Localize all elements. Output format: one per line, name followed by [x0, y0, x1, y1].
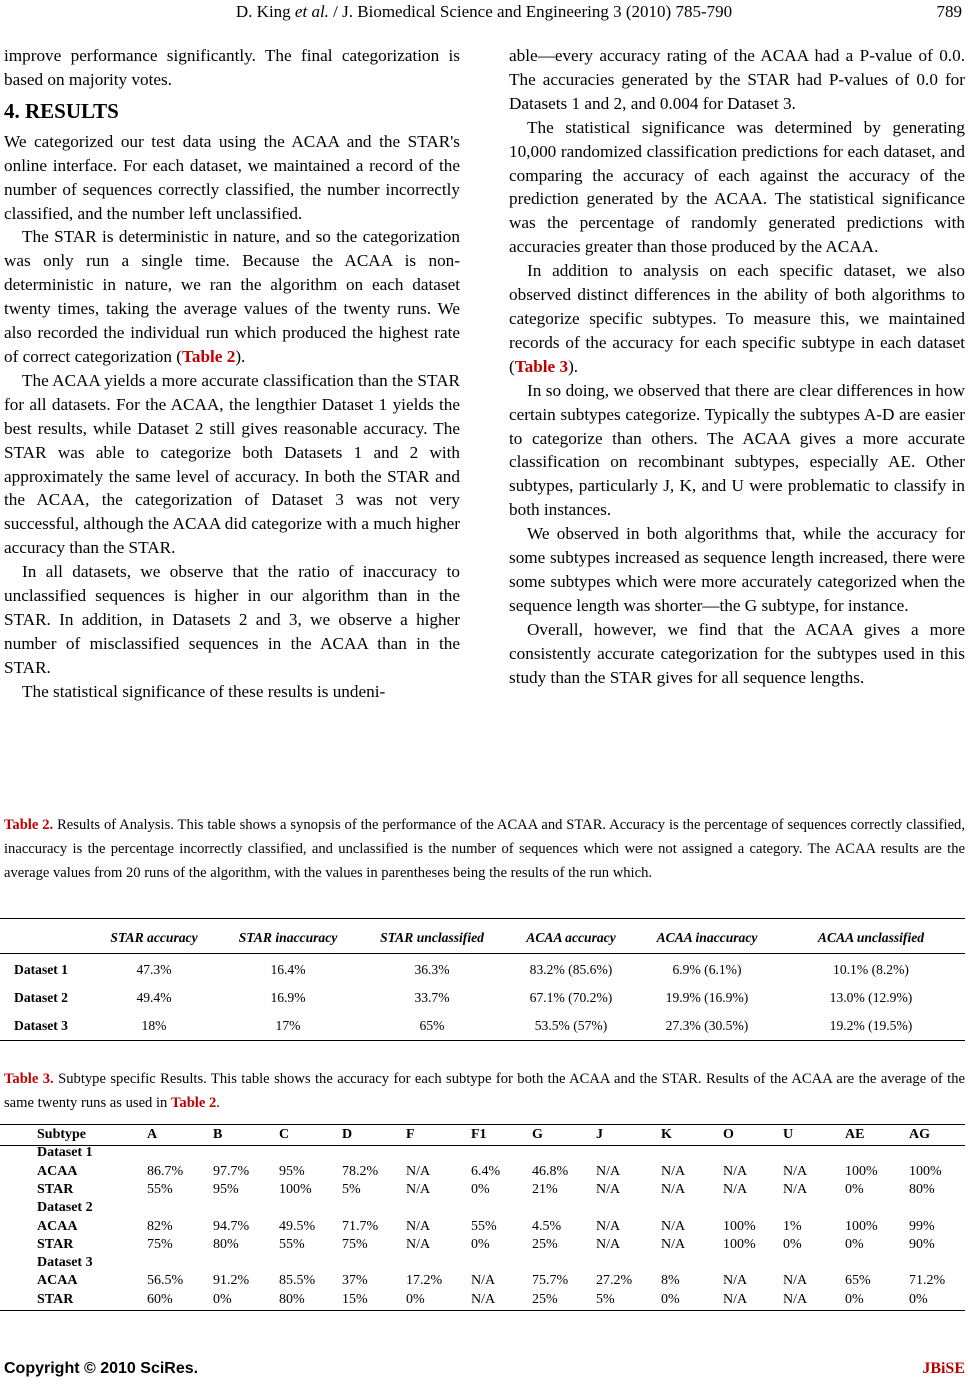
table-cell: 16.4%: [270, 962, 306, 977]
table-row: [0, 984, 965, 1012]
row-label: ACAA: [37, 1273, 78, 1289]
table-cell: 27.2%: [596, 1273, 633, 1289]
table-cell: 1%: [783, 1218, 802, 1234]
header-journal-ref: / J. Biomedical Science and Engineering 3 (2010) 785-790: [328, 2, 733, 21]
table-cell: N/A: [406, 1181, 431, 1197]
paragraph: improve performance significantly. The final categorization is based on majority votes.: [4, 46, 460, 89]
table-cell: N/A: [723, 1163, 748, 1179]
table-cell: 46.8%: [532, 1163, 569, 1179]
table-cell: N/A: [723, 1273, 748, 1289]
paragraph: Overall, however, we find that the ACAA gives a more consistently accurate categorization for the subtypes used in this study than the STAR gives for all sequence lengths.: [509, 619, 965, 687]
table-cell: 5%: [342, 1181, 361, 1197]
table-cell: 6.4%: [471, 1163, 501, 1179]
table-3-bottom-rule: [0, 1310, 965, 1311]
right-column: [509, 44, 965, 689]
table-cell: 13.0% (12.9%): [829, 990, 913, 1005]
table-3-header: AE: [845, 1127, 865, 1142]
table-cell: 100%: [723, 1218, 756, 1234]
paragraph: The STAR is deterministic in nature, and so the categorization was only run a single time. Because the ACAA is non-deterministic in nature, we ran the algorithm on each dataset twenty times, taking the average values of the twenty runs. We also recorded the individual run which produced the highest rate of correct categorization (Table 2).: [4, 227, 460, 366]
paragraph: In addition to analysis on each specific dataset, we also observed distinct differences in the ability of both algorithms to categorize specific subtypes. To measure this, we maintained records of the accuracy for each specific subtype in each dataset (Table 3).: [509, 261, 965, 376]
table-cell: 19.9% (16.9%): [665, 990, 749, 1005]
table-cell: 5%: [596, 1291, 615, 1307]
table-cell: 83.2% (85.6%): [529, 962, 613, 977]
table-cell: 49.4%: [136, 990, 172, 1005]
table-row: [0, 1012, 965, 1040]
table-cell: 15%: [342, 1291, 368, 1307]
paragraph: We categorized our test data using the ACAA and the STAR's online interface. For each dataset, we maintained a record of the number of sequences correctly classified, the number incorrectly classified, and the number left unclassified.: [4, 131, 460, 223]
dataset-label: Dataset 3: [37, 1255, 93, 1271]
table-cell: 94.7%: [213, 1218, 250, 1234]
table-cell: 0%: [845, 1291, 864, 1307]
table-3-link[interactable]: Table 3: [514, 356, 569, 376]
table-cell: 37%: [342, 1273, 368, 1289]
table-2-header-row: [0, 924, 965, 952]
table-cell: 33.7%: [414, 990, 450, 1005]
table-cell: 53.5% (57%): [534, 1018, 608, 1033]
table-cell: 0%: [909, 1291, 928, 1307]
table-cell: 71.7%: [342, 1218, 379, 1234]
table-cell: 65%: [419, 1018, 445, 1033]
table-3-group-label: [0, 1199, 965, 1217]
table-cell: 100%: [723, 1236, 756, 1252]
table-2-header: ACAA unclassified: [817, 930, 925, 945]
table-cell: 90%: [909, 1236, 935, 1252]
table-cell: 86.7%: [147, 1163, 184, 1179]
table-cell: 65%: [845, 1273, 871, 1289]
table-cell: 55%: [147, 1181, 173, 1197]
table-cell: 16.9%: [270, 990, 306, 1005]
table-cell: 49.5%: [279, 1218, 316, 1234]
table-cell: 21%: [532, 1181, 558, 1197]
row-label: STAR: [37, 1181, 74, 1197]
table-cell: N/A: [783, 1163, 808, 1179]
paragraph: We observed in both algorithms that, while the accuracy for some subtypes increased as sequence length increased, there were some subtypes which were more accurately categorized when the sequence length was shorter—the G subtype, for instance.: [509, 524, 965, 615]
table-cell: 100%: [845, 1218, 878, 1234]
table-cell: 17%: [275, 1018, 301, 1033]
table-3-header: A: [147, 1127, 158, 1142]
paragraph: able—every accuracy rating of the ACAA had a P-value of 0.0. The accuracies generated by the STAR had P-values of 0.0 for Datasets 1 and 2, and 0.004 for Dataset 3.: [509, 46, 965, 113]
table-cell: N/A: [661, 1218, 686, 1234]
table-cell: N/A: [406, 1218, 431, 1234]
table-3-header: Subtype: [37, 1127, 87, 1142]
table-cell: 75%: [342, 1236, 368, 1252]
table-3-header-row: [0, 1126, 965, 1144]
page-footer: [4, 1360, 965, 1378]
table-2-link[interactable]: Table 2: [181, 346, 236, 366]
table-cell: N/A: [783, 1273, 808, 1289]
table-cell: 25%: [532, 1236, 558, 1252]
journal-abbreviation: JBiSE: [922, 1360, 965, 1377]
table-cell: N/A: [661, 1181, 686, 1197]
table-cell: 60%: [147, 1291, 173, 1307]
table-cell: 78.2%: [342, 1163, 379, 1179]
table-cell: 0%: [471, 1236, 490, 1252]
table-cell: 4.5%: [532, 1218, 562, 1234]
table-2-bottom-rule: [0, 1040, 965, 1041]
table-cell: 75%: [147, 1236, 173, 1252]
table-cell: 80%: [279, 1291, 305, 1307]
row-label: STAR: [37, 1236, 74, 1252]
table-cell: 0%: [783, 1236, 802, 1252]
table-cell: 18%: [141, 1018, 167, 1033]
table-cell: N/A: [471, 1273, 496, 1289]
table-cell: N/A: [596, 1236, 621, 1252]
table-3-header: O: [723, 1127, 734, 1142]
table-cell: 0%: [845, 1236, 864, 1252]
table-cell: 82%: [147, 1218, 173, 1234]
table-cell: 97.7%: [213, 1163, 250, 1179]
table-3-header: D: [342, 1127, 353, 1142]
page-number: 789: [936, 2, 962, 21]
running-header: [0, 2, 968, 22]
table-cell: N/A: [661, 1236, 686, 1252]
row-label: ACAA: [37, 1218, 78, 1234]
table-3-header: C: [279, 1127, 290, 1142]
table-2-header: STAR inaccuracy: [238, 930, 338, 945]
table-2-top-rule: [0, 918, 965, 919]
table-2-header-rule: [0, 953, 965, 954]
table-cell: 85.5%: [279, 1273, 316, 1289]
table-cell: N/A: [723, 1291, 748, 1307]
table-cell: 100%: [909, 1163, 942, 1179]
paragraph: In all datasets, we observe that the ratio of inaccuracy to unclassified sequences is higher in our algorithm than in the STAR. In addition, in Datasets 2 and 3, we observe a higher number of misclassified sequences in the ACAA than in the STAR.: [4, 562, 460, 677]
section-heading: 4. RESULTS: [4, 98, 119, 123]
table-2-header: STAR accuracy: [110, 930, 198, 945]
paragraph: The statistical significance of these results is undeni-: [22, 681, 386, 701]
table-3-header: F: [406, 1127, 415, 1142]
table-3-header: U: [783, 1127, 794, 1142]
dataset-label: Dataset 2: [37, 1200, 93, 1216]
table-row: [0, 1291, 965, 1309]
table-cell: N/A: [471, 1291, 496, 1307]
table-3-caption: Table 3. Subtype specific Results. This table shows the accuracy for each subtype for both the ACAA and the STAR. Results of the ACAA are the average of the same twenty runs as used in Table 2.: [4, 1071, 965, 1111]
table-3-header: F1: [471, 1127, 487, 1142]
table-cell: 99%: [909, 1218, 935, 1234]
paragraph: The statistical significance was determined by generating 10,000 randomized classification predictions for each dataset, and comparing the accuracy of each against the accuracy of the prediction generated by the ACAA. The statistical significance was the percentage of randomly generated predictions with accuracies greater than those produced by the ACAA.: [509, 117, 965, 257]
table-3-group-label: [0, 1254, 965, 1272]
row-label: Dataset 3: [14, 1018, 68, 1033]
table-row: [0, 1181, 965, 1199]
table-cell: 80%: [909, 1181, 935, 1197]
table-cell: N/A: [596, 1181, 621, 1197]
table-cell: 25%: [532, 1291, 558, 1307]
table-cell: N/A: [661, 1163, 686, 1179]
table-cell: 75.7%: [532, 1273, 569, 1289]
table-cell: 0%: [661, 1291, 680, 1307]
table-cell: 91.2%: [213, 1273, 250, 1289]
row-label: Dataset 2: [14, 990, 68, 1005]
table-cell: N/A: [783, 1291, 808, 1307]
table-3-header-rule: [0, 1145, 965, 1146]
table-3-header: J: [596, 1127, 603, 1142]
table-cell: 0%: [213, 1291, 232, 1307]
table-cell: 27.3% (30.5%): [665, 1018, 749, 1033]
table-2-header: ACAA inaccuracy: [656, 930, 758, 945]
table-cell: 0%: [471, 1181, 490, 1197]
row-label: Dataset 1: [14, 962, 68, 977]
table-cell: N/A: [596, 1163, 621, 1179]
table-3-header: AG: [909, 1127, 930, 1142]
table-cell: N/A: [723, 1181, 748, 1197]
table-row: [0, 1218, 965, 1236]
table-3-label: Table 3.: [4, 1071, 54, 1087]
table-cell: 95%: [213, 1181, 239, 1197]
table-3-header: B: [213, 1127, 223, 1142]
table-3-header: G: [532, 1127, 543, 1142]
table-row: [0, 1272, 965, 1290]
table-2-caption: Table 2. Results of Analysis. This table shows a synopsis of the performance of the ACAA and STAR. Accuracy is the percentage of sequences correctly classified, inaccuracy is the percentage incorrectly classified, and unclassified is the number of sequences which were not assigned a category. The ACAA results are the average values from 20 runs of the algorithm, with the values in parentheses being the results of the run which.: [4, 817, 965, 881]
table-cell: 56.5%: [147, 1273, 184, 1289]
table-cell: 0%: [845, 1181, 864, 1197]
table-row: [0, 1163, 965, 1181]
table-2-header: ACAA accuracy: [526, 930, 616, 945]
left-column: [4, 44, 460, 704]
table-cell: N/A: [406, 1163, 431, 1179]
table-cell: 95%: [279, 1163, 305, 1179]
table-3-group-label: [0, 1144, 965, 1162]
table-cell: 6.9% (6.1%): [672, 962, 742, 977]
table-cell: 17.2%: [406, 1273, 443, 1289]
table-cell: 67.1% (70.2%): [529, 990, 613, 1005]
row-label: STAR: [37, 1291, 74, 1307]
table-cell: 80%: [213, 1236, 239, 1252]
copyright-notice: Copyright © 2010 SciRes.: [4, 1360, 199, 1377]
paragraph: The ACAA yields a more accurate classification than the STAR for all datasets. For the ACAA, the lengthier Dataset 1 yields the best results, while Dataset 2 still gives reasonable accuracy. The STAR was able to categorize both Datasets 1 and 2 with approximately the same level of accuracy. In both the STAR and the ACAA, the categorization of Dataset 3 was not very successful, although the ACAA did categorize with a much higher accuracy than the STAR.: [4, 370, 460, 558]
table-row: [0, 956, 965, 984]
dataset-label: Dataset 1: [37, 1145, 93, 1161]
table-2-link[interactable]: Table 2: [171, 1095, 217, 1111]
table-cell: 71.2%: [909, 1273, 946, 1289]
table-cell: 10.1% (8.2%): [833, 962, 909, 977]
table-3-header: K: [661, 1127, 672, 1142]
table-2-label: Table 2.: [4, 817, 54, 833]
table-cell: N/A: [783, 1181, 808, 1197]
table-cell: 100%: [845, 1163, 878, 1179]
table-cell: 0%: [406, 1291, 425, 1307]
table-cell: 19.2% (19.5%): [829, 1018, 913, 1033]
table-cell: 47.3%: [136, 962, 172, 977]
table-cell: N/A: [596, 1218, 621, 1234]
table-cell: 55%: [471, 1218, 497, 1234]
table-row: [0, 1236, 965, 1254]
table-2-header: STAR unclassified: [380, 930, 484, 945]
row-label: ACAA: [37, 1163, 78, 1179]
table-cell: N/A: [406, 1236, 431, 1252]
table-cell: 100%: [279, 1181, 312, 1197]
table-cell: 36.3%: [414, 962, 450, 977]
table-cell: 8%: [661, 1273, 680, 1289]
paragraph: In so doing, we observed that there are clear differences in how certain subtypes categorize. Typically the subtypes A-D are easier to categorize than others. The ACAA gives a more accurate classification on recombinant subtypes, especially AE. Other subtypes, particularly J, K, and U were problematic to classify in both instances.: [509, 380, 965, 520]
table-cell: 55%: [279, 1236, 305, 1252]
table-3-top-rule: [0, 1124, 965, 1125]
header-authors: D. King et al.: [235, 2, 329, 21]
